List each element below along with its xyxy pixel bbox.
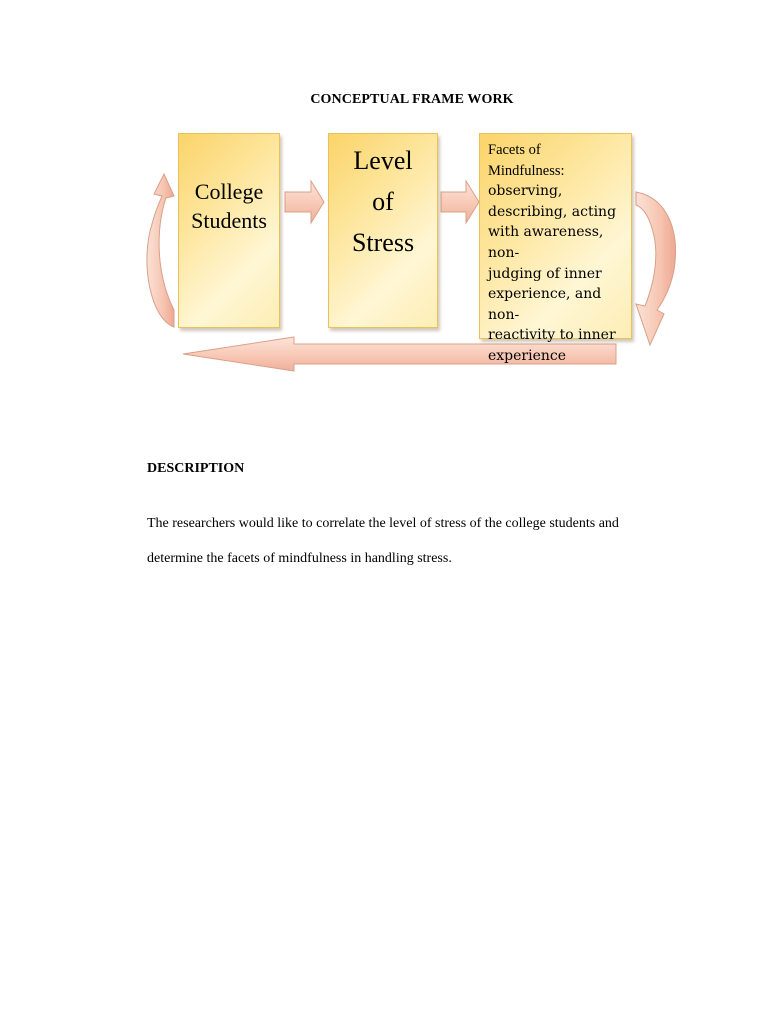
description-paragraph [147, 506, 687, 576]
college-label-line-1: College [194, 179, 264, 204]
facets-line-8: reactivity to inner [488, 327, 616, 344]
arrow-stress-to-facets [441, 181, 479, 223]
college-students-box [178, 133, 280, 328]
level-of-stress-label [329, 140, 437, 263]
facets-line-1: Facets of [488, 142, 541, 158]
facets-line-9: experience [488, 347, 567, 364]
left-curved-arrow [147, 174, 174, 327]
facets-line-5: with awareness, non- [488, 224, 604, 261]
facets-line-7: experience, and non- [488, 286, 602, 323]
level-of-stress-box [328, 133, 438, 328]
stress-label-line-1: Level [353, 146, 413, 175]
page-title: CONCEPTUAL FRAME WORK [310, 92, 514, 107]
arrow-college-to-stress [285, 181, 324, 223]
facets-of-mindfulness-box [479, 133, 632, 364]
facets-line-6: judging of inner [488, 265, 602, 282]
right-curved-arrow [636, 192, 675, 345]
description-line-2: determine the facets of mindfulness in handling stress. [147, 551, 452, 566]
stress-label-line-2: of [372, 187, 394, 216]
facets-of-mindfulness-text [488, 140, 627, 367]
stress-label-line-3: Stress [351, 228, 415, 257]
college-students-label [179, 177, 279, 235]
facets-line-4: describing, acting [488, 203, 617, 220]
college-label-line-2: Students [191, 208, 267, 233]
description-heading: DESCRIPTION [147, 461, 245, 476]
description-line-1: The researchers would like to correlate the level of stress of the college students and [147, 516, 619, 531]
facets-line-3: observing, [488, 183, 563, 200]
facets-line-2: Mindfulness: [488, 162, 565, 179]
